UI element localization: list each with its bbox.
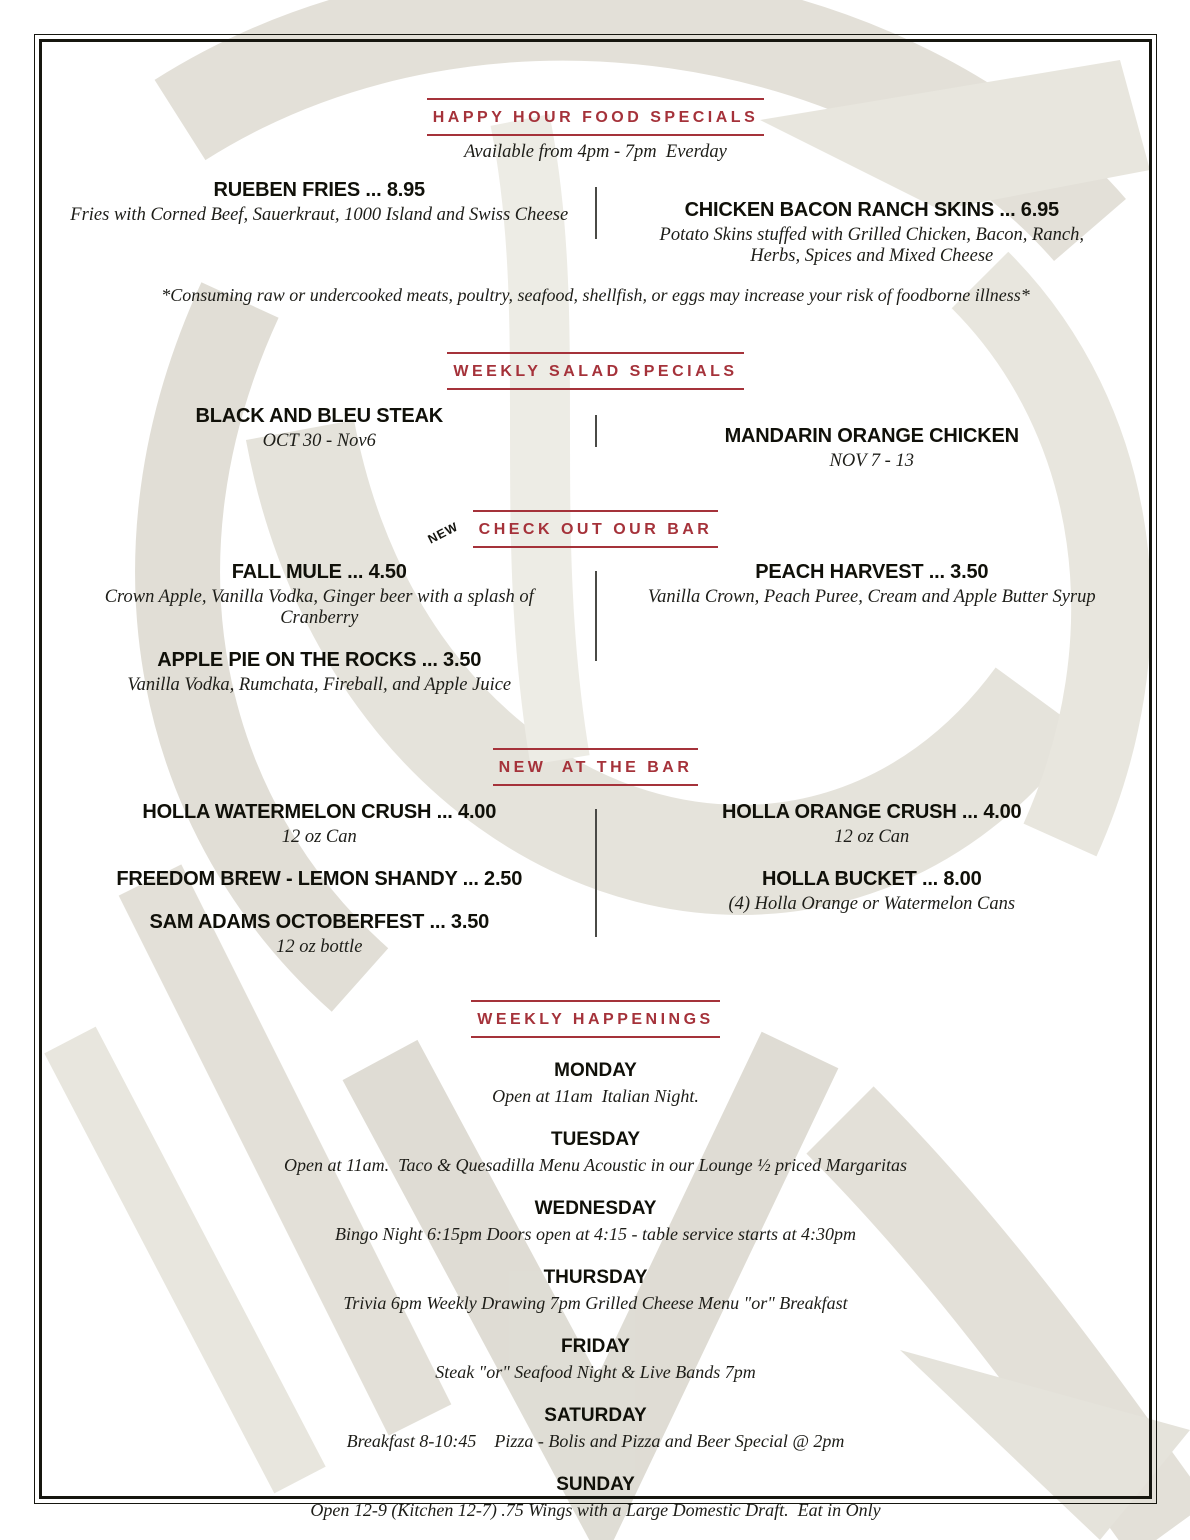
happenings-header-rule [471, 1000, 719, 1038]
salad-item-mandarin-orange-chicken [596, 425, 1149, 472]
happy-hour-header-rule [427, 98, 765, 136]
happy-hour-items-row [43, 179, 1148, 267]
bar-item-description: Crown Apple, Vanilla Vodka, Ginger beer with a splash of Cranberry [104, 587, 539, 628]
bar-item-description: Vanilla Vodka, Rumchata, Fireball, and Apple Juice [127, 675, 512, 695]
salad-section-header [43, 352, 1148, 390]
bar-item-name: HOLLA ORANGE CRUSH ... 4.00 [722, 801, 1022, 823]
day-detail: Open 12-9 (Kitchen 12-7) .75 Wings with a Large Domestic Draft. Eat in Only [310, 1500, 881, 1520]
bar-item-description: 12 oz bottle [276, 937, 363, 957]
salad-item-name: MANDARIN ORANGE CHICKEN [724, 425, 1019, 447]
day-detail: Open at 11am Italian Night. [492, 1086, 699, 1106]
bar-item-description: 12 oz Can [281, 827, 357, 847]
bar-items-right-column [596, 561, 1149, 696]
column-divider [595, 415, 597, 447]
menu-content [43, 43, 1148, 1520]
day-block-wednesday [43, 1198, 1148, 1245]
salad-item-dates: NOV 7 - 13 [829, 451, 914, 471]
new-at-bar-header-rule [493, 748, 699, 786]
bar-item-name: APPLE PIE ON THE ROCKS ... 3.50 [157, 649, 482, 671]
salad-item-name: BLACK AND BLEU STEAK [195, 405, 443, 427]
bar-item-holla-bucket [620, 868, 1125, 915]
menu-item-name: RUEBEN FRIES ... 8.95 [213, 179, 425, 201]
bar-title: CHECK OUT OUR BAR [478, 521, 713, 538]
day-detail: Steak "or" Seafood Night & Live Bands 7pm [435, 1362, 756, 1382]
day-name: THURSDAY [543, 1267, 648, 1288]
day-block-tuesday [43, 1129, 1148, 1176]
bar-item-name: SAM ADAMS OCTOBERFEST ... 3.50 [149, 911, 490, 933]
new-at-bar-section-header [43, 748, 1148, 786]
column-divider [595, 187, 597, 239]
day-name: SUNDAY [556, 1474, 635, 1495]
new-at-bar-items-row [43, 801, 1148, 958]
day-detail: Open at 11am. Taco & Quesadilla Menu Acoustic in our Lounge ½ priced Margaritas [284, 1155, 907, 1175]
happenings-title: WEEKLY HAPPENINGS [477, 1011, 714, 1028]
salad-title: WEEKLY SALAD SPECIALS [453, 363, 738, 380]
salad-items-row [43, 405, 1148, 472]
bar-item-description: (4) Holla Orange or Watermelon Cans [728, 894, 1016, 914]
happenings-days-list [43, 1060, 1148, 1521]
day-detail: Trivia 6pm Weekly Drawing 7pm Grilled Cheese Menu "or" Breakfast [343, 1293, 848, 1313]
day-block-sunday [43, 1474, 1148, 1521]
bar-item-sam-adams-octoberfest [67, 911, 572, 958]
day-name: MONDAY [554, 1060, 637, 1081]
day-detail: Breakfast 8-10:45 Pizza - Bolis and Pizza and Beer Special @ 2pm [346, 1431, 845, 1451]
column-divider [595, 571, 597, 661]
day-name: WEDNESDAY [534, 1198, 657, 1219]
bar-item-name: PEACH HARVEST ... 3.50 [755, 561, 989, 583]
bar-section-header [43, 510, 1148, 548]
new-badge: NEW [425, 519, 461, 547]
happy-hour-title: HAPPY HOUR FOOD SPECIALS [432, 109, 759, 126]
new-at-bar-right-column [596, 801, 1149, 958]
bar-item-description: 12 oz Can [834, 827, 910, 847]
bar-item-freedom-brew-lemon-shandy [67, 868, 572, 891]
bar-item-holla-watermelon-crush [67, 801, 572, 848]
bar-header-rule [425, 510, 719, 548]
happenings-section-header [43, 1000, 1148, 1038]
day-block-friday [43, 1336, 1148, 1383]
menu-item-rueben-fries [43, 179, 596, 267]
happy-hour-subtitle: Available from 4pm - 7pm Everday [464, 142, 727, 162]
bar-item-name: HOLLA WATERMELON CRUSH ... 4.00 [142, 801, 497, 823]
bar-item-apple-pie-on-the-rocks [67, 649, 572, 696]
day-block-saturday [43, 1405, 1148, 1452]
menu-item-name: CHICKEN BACON RANCH SKINS ... 6.95 [684, 199, 1059, 221]
bar-item-name: HOLLA BUCKET ... 8.00 [761, 868, 982, 890]
bar-items-row [43, 561, 1148, 696]
column-divider [595, 809, 597, 937]
menu-item-chicken-bacon-ranch-skins [596, 199, 1149, 267]
bar-item-holla-orange-crush [620, 801, 1125, 848]
menu-item-description: Fries with Corned Beef, Sauerkraut, 1000 Island and Swiss Cheese [70, 205, 569, 225]
bar-item-description: Vanilla Crown, Peach Puree, Cream and Apple Butter Syrup [647, 587, 1096, 607]
menu-item-description: Potato Skins stuffed with Grilled Chicken, Bacon, Ranch, Herbs, Spices and Mixed Cheese [659, 225, 1089, 266]
new-at-bar-title: NEW AT THE BAR [498, 759, 693, 776]
day-name: SATURDAY [544, 1405, 647, 1426]
bar-item-name: FREEDOM BREW - LEMON SHANDY ... 2.50 [116, 868, 523, 890]
day-block-thursday [43, 1267, 1148, 1314]
day-name: TUESDAY [550, 1129, 641, 1150]
day-detail: Bingo Night 6:15pm Doors open at 4:15 - table service starts at 4:30pm [335, 1224, 856, 1244]
bar-item-peach-harvest [620, 561, 1125, 608]
bar-item-name: FALL MULE ... 4.50 [231, 561, 407, 583]
salad-header-rule [447, 352, 743, 390]
bar-item-fall-mule [67, 561, 572, 629]
day-name: FRIDAY [561, 1336, 630, 1357]
day-block-monday [43, 1060, 1148, 1107]
food-safety-disclaimer: *Consuming raw or undercooked meats, poultry, seafood, shellfish, or eggs may increase your risk of foodborne illness* [161, 285, 1030, 305]
salad-item-dates: OCT 30 - Nov6 [262, 431, 376, 451]
happy-hour-section-header [43, 98, 1148, 136]
new-at-bar-left-column [43, 801, 596, 958]
salad-item-black-and-bleu-steak [43, 405, 596, 472]
bar-items-left-column [43, 561, 596, 696]
